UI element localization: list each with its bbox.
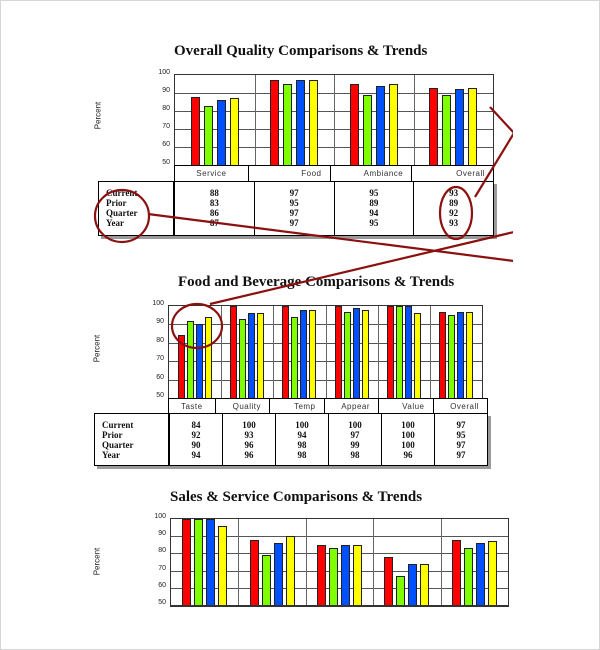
table-cell: 86 xyxy=(209,208,219,218)
y-tick-label: 80 xyxy=(162,105,170,112)
y-tick-label: 70 xyxy=(162,123,170,130)
table-column-overall xyxy=(413,182,493,235)
bar-prior xyxy=(464,548,473,605)
y-tick-label: 70 xyxy=(158,564,166,572)
bar-current xyxy=(282,306,289,398)
y-tick-label: 50 xyxy=(156,392,164,399)
table-cell: 98 xyxy=(350,450,360,460)
category-labels xyxy=(174,165,494,182)
category-divider xyxy=(441,519,442,605)
table-column-service xyxy=(174,182,254,235)
row-labels xyxy=(99,182,174,235)
bar-quarter xyxy=(405,306,412,398)
bar-year xyxy=(389,84,398,165)
bar-quarter xyxy=(455,89,464,165)
plot-area xyxy=(170,518,509,607)
bar-quarter xyxy=(376,86,385,165)
bar-prior xyxy=(283,84,292,165)
bar-prior xyxy=(262,555,271,605)
category-divider xyxy=(255,75,256,165)
y-tick-label: 90 xyxy=(158,530,166,538)
y-tick-label: 60 xyxy=(156,373,164,381)
row-label: Current xyxy=(106,188,138,198)
row-labels xyxy=(95,414,169,465)
bar-quarter xyxy=(408,564,417,605)
bar-current xyxy=(230,306,237,398)
category-label: Appear xyxy=(324,399,379,413)
bar-year xyxy=(257,313,264,398)
bar-year xyxy=(362,310,369,398)
table-cell: 97 xyxy=(350,430,360,440)
table-cell: 95 xyxy=(289,198,299,208)
bar-current xyxy=(387,306,394,398)
y-tick-label: 100 xyxy=(152,300,164,307)
category-label: Service xyxy=(196,169,227,178)
bar-current xyxy=(182,519,191,605)
row-label: Quarter xyxy=(106,208,138,218)
table-cell: 87 xyxy=(209,218,219,228)
row-label: Current xyxy=(102,420,134,430)
bar-prior xyxy=(291,317,298,398)
bar-prior xyxy=(396,306,403,398)
table-cell: 100 xyxy=(401,440,415,450)
bar-quarter xyxy=(248,313,255,398)
table-column-appear xyxy=(328,414,381,465)
bar-quarter xyxy=(206,519,215,605)
bar-quarter xyxy=(217,100,226,165)
table-cell: 98 xyxy=(297,440,307,450)
table-cell: 96 xyxy=(403,450,413,460)
y-tick-label: 90 xyxy=(162,87,170,94)
table-cell: 97 xyxy=(289,218,299,228)
table-cell: 92 xyxy=(449,208,459,218)
bar-prior xyxy=(329,548,338,605)
data-table xyxy=(98,181,494,236)
row-label: Prior xyxy=(102,430,123,440)
bar-year xyxy=(353,545,362,605)
plot-area xyxy=(168,305,483,399)
table-cell: 100 xyxy=(295,420,309,430)
bar-year xyxy=(309,310,316,398)
table-cell: 95 xyxy=(456,430,466,440)
category-divider xyxy=(221,306,222,398)
bar-quarter xyxy=(341,545,350,605)
bar-prior xyxy=(204,106,213,165)
chart-title: Food and Beverage Comparisons & Trends xyxy=(178,274,455,290)
bar-current xyxy=(350,84,359,165)
y-tick-label: 80 xyxy=(156,336,164,344)
category-divider xyxy=(378,306,379,398)
bar-year xyxy=(466,312,473,398)
table-column-quality xyxy=(222,414,275,465)
bar-current xyxy=(178,335,185,398)
bar-current xyxy=(250,540,259,605)
table-cell: 100 xyxy=(401,430,415,440)
plot-area xyxy=(174,74,494,166)
bar-current xyxy=(452,540,461,605)
category-label: Overall xyxy=(433,399,488,413)
bar-prior xyxy=(194,519,203,605)
y-tick-label: 60 xyxy=(162,141,170,148)
bar-current xyxy=(439,312,446,398)
y-axis-label: Percent xyxy=(92,334,102,363)
category-divider xyxy=(306,519,307,605)
bar-prior xyxy=(344,312,351,398)
y-tick-label: 60 xyxy=(158,581,166,589)
bar-quarter xyxy=(457,312,464,398)
category-label: Food xyxy=(248,166,330,181)
bar-prior xyxy=(363,95,372,165)
table-cell: 100 xyxy=(242,420,256,430)
table-cell: 98 xyxy=(297,450,307,460)
category-label: Taste xyxy=(180,402,203,411)
table-cell: 99 xyxy=(350,440,360,450)
category-label: Overall xyxy=(411,166,493,181)
table-column-temp xyxy=(275,414,328,465)
bar-prior xyxy=(448,315,455,398)
table-cell: 94 xyxy=(369,208,379,218)
table-cell: 100 xyxy=(348,420,362,430)
table-cell: 90 xyxy=(191,440,201,450)
table-column-ambiance xyxy=(334,182,414,235)
row-label: Prior xyxy=(106,198,127,208)
category-divider xyxy=(238,519,239,605)
annotation-line xyxy=(210,232,513,304)
y-tick-label: 100 xyxy=(154,513,166,520)
table-cell: 92 xyxy=(191,430,201,440)
y-tick-label: 80 xyxy=(158,547,166,555)
category-label: Quality xyxy=(215,399,270,413)
table-cell: 88 xyxy=(209,188,219,198)
bar-prior xyxy=(396,576,405,605)
table-cell: 93 xyxy=(449,218,459,228)
category-labels xyxy=(168,398,488,414)
bar-year xyxy=(309,80,318,165)
bar-prior xyxy=(442,95,451,165)
bar-year xyxy=(488,541,497,605)
data-table xyxy=(94,413,488,466)
chart-title: Sales & Service Comparisons & Trends xyxy=(170,489,423,505)
table-cell: 95 xyxy=(369,188,379,198)
table-column-taste xyxy=(169,414,222,465)
table-column-overall xyxy=(434,414,487,465)
bar-prior xyxy=(187,321,194,398)
y-tick-label: 100 xyxy=(158,69,170,76)
bar-quarter xyxy=(300,310,307,398)
y-tick-label: 70 xyxy=(156,355,164,363)
bar-prior xyxy=(239,319,246,398)
table-cell: 89 xyxy=(449,198,459,208)
table-cell: 95 xyxy=(369,218,379,228)
table-cell: 97 xyxy=(456,420,466,430)
table-column-food xyxy=(254,182,334,235)
bar-current xyxy=(384,557,393,605)
bar-year xyxy=(286,536,295,605)
table-cell: 96 xyxy=(244,440,254,450)
table-cell: 94 xyxy=(297,430,307,440)
table-cell: 84 xyxy=(191,420,201,430)
table-cell: 97 xyxy=(289,188,299,198)
table-cell: 83 xyxy=(209,198,219,208)
chart-title: Overall Quality Comparisons & Trends xyxy=(174,43,428,59)
row-label: Quarter xyxy=(102,440,134,450)
table-column-value xyxy=(381,414,434,465)
y-tick-label: 50 xyxy=(158,599,166,606)
y-axis-label: Percent xyxy=(92,547,102,576)
row-label: Year xyxy=(106,218,124,228)
table-cell: 96 xyxy=(244,450,254,460)
category-divider xyxy=(273,306,274,398)
bar-current xyxy=(270,80,279,165)
category-label: Value xyxy=(378,399,433,413)
table-cell: 97 xyxy=(289,208,299,218)
y-axis-label: Percent xyxy=(93,101,103,130)
table-cell: 97 xyxy=(456,450,466,460)
bar-current xyxy=(191,97,200,165)
category-divider xyxy=(326,306,327,398)
bar-current xyxy=(429,88,438,165)
table-cell: 100 xyxy=(401,420,415,430)
bar-current xyxy=(317,545,326,605)
bar-year xyxy=(420,564,429,605)
bar-quarter xyxy=(296,80,305,165)
y-tick-label: 50 xyxy=(162,159,170,166)
category-label: Temp xyxy=(269,399,324,413)
table-cell: 93 xyxy=(449,188,459,198)
table-cell: 94 xyxy=(191,450,201,460)
table-cell: 89 xyxy=(369,198,379,208)
row-label: Year xyxy=(102,450,120,460)
category-label: Ambiance xyxy=(330,166,412,181)
bar-year xyxy=(468,88,477,165)
table-cell: 97 xyxy=(456,440,466,450)
bar-quarter xyxy=(353,308,360,398)
bar-current xyxy=(335,306,342,398)
category-divider xyxy=(373,519,374,605)
category-divider xyxy=(414,75,415,165)
table-cell: 93 xyxy=(244,430,254,440)
category-divider xyxy=(430,306,431,398)
bar-year xyxy=(230,98,239,165)
bar-year xyxy=(414,313,421,398)
bar-year xyxy=(218,526,227,605)
y-tick-label: 90 xyxy=(156,318,164,326)
category-divider xyxy=(334,75,335,165)
bar-quarter xyxy=(274,543,283,605)
bar-quarter xyxy=(196,324,203,398)
bar-quarter xyxy=(476,543,485,605)
bar-year xyxy=(205,317,212,398)
